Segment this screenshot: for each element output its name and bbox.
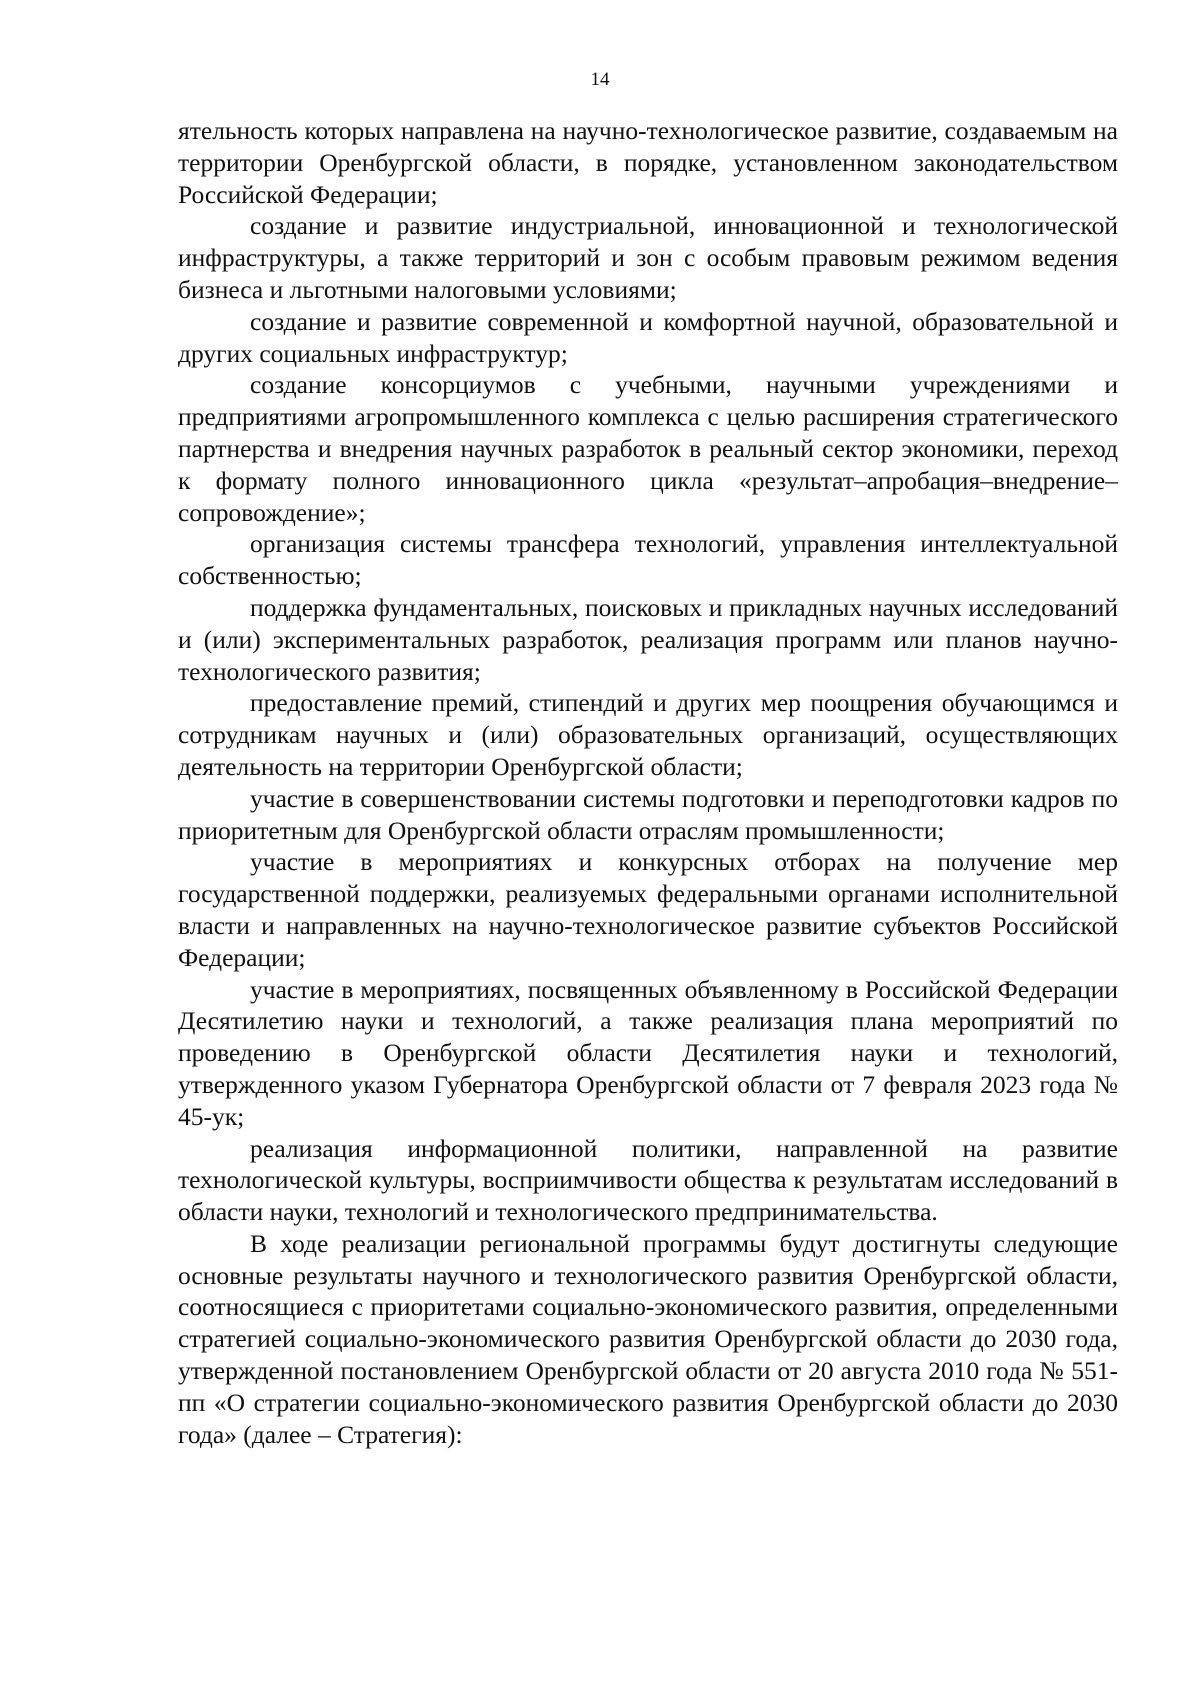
paragraph: создание и развитие индустриальной, инновационной и технологической инфраструктуры, а также территорий и зон с особым правовым режимом ведения бизнеса и льготными налоговыми условиями; — [178, 211, 1118, 304]
paragraph: ятельность которых направлена на научно-технологическое развитие, создаваемым на территории Оренбургской области, в порядке, установленном законодательством Российской Федерации; — [178, 116, 1118, 209]
paragraph: реализация информационной политики, направленной на развитие технологической культуры, восприимчивости общества к результатам исследований в области науки, технологий и технологического предпринимательства. — [178, 1133, 1118, 1227]
paragraph: поддержка фундаментальных, поисковых и прикладных научных исследований и (или) экспериментальных разработок, реализация программ или планов научно-технологического развития; — [178, 592, 1118, 686]
body-text — [178, 115, 1118, 1450]
paragraph: участие в совершенствовании системы подготовки и переподготовки кадров по приоритетным для Оренбургской области отраслям промышленности; — [178, 783, 1118, 845]
paragraph: предоставление премий, стипендий и других мер поощрения обучающимся и сотрудникам научных и (или) образовательных организаций, осуществляющих деятельность на территории Оренбургской области; — [178, 688, 1118, 781]
page-number: 14 — [590, 69, 610, 90]
paragraph: организация системы трансфера технологий, управления интеллектуальной собственностью; — [178, 529, 1118, 591]
paragraph: создание и развитие современной и комфортной научной, образовательной и других социальных инфраструктур; — [178, 306, 1118, 368]
paragraph: создание консорциумов с учебными, научными учреждениями и предприятиями агропромышленного комплекса с целью расширения стратегического партнерства и внедрения научных разработок в реальный сектор экономики, переход к формату полного инновационного цикла «результат–апробация–внедрение–сопровождение»; — [178, 370, 1118, 527]
paragraph: участие в мероприятиях, посвященных объявленному в Российской Федерации Десятилетию науки и технологий, а также реализация плана мероприятий по проведению в Оренбургской области Десятилетия науки и технологий, утвержденного указом Губернатора Оренбургской области от 7 февраля 2023 года № 45-ук; — [178, 974, 1118, 1131]
paragraph: участие в мероприятиях и конкурсных отборах на получение мер государственной поддержки, реализуемых федеральными органами исполнительной власти и направленных на научно-технологическое развитие субъектов Российской Федерации; — [178, 847, 1118, 972]
paragraph: В ходе реализации региональной программы будут достигнуты следующие основные результаты научного и технологического развития Оренбургской области, соотносящиеся с приоритетами социально-экономического развития, определенными стратегией социально-экономического развития Оренбургской области до 2030 года, утвержденной постановлением Оренбургской области от 20 августа 2010 года № 551-пп «О стратегии социально-экономического развития Оренбургской области до 2030 года» (далее – Стратегия): — [178, 1228, 1118, 1449]
